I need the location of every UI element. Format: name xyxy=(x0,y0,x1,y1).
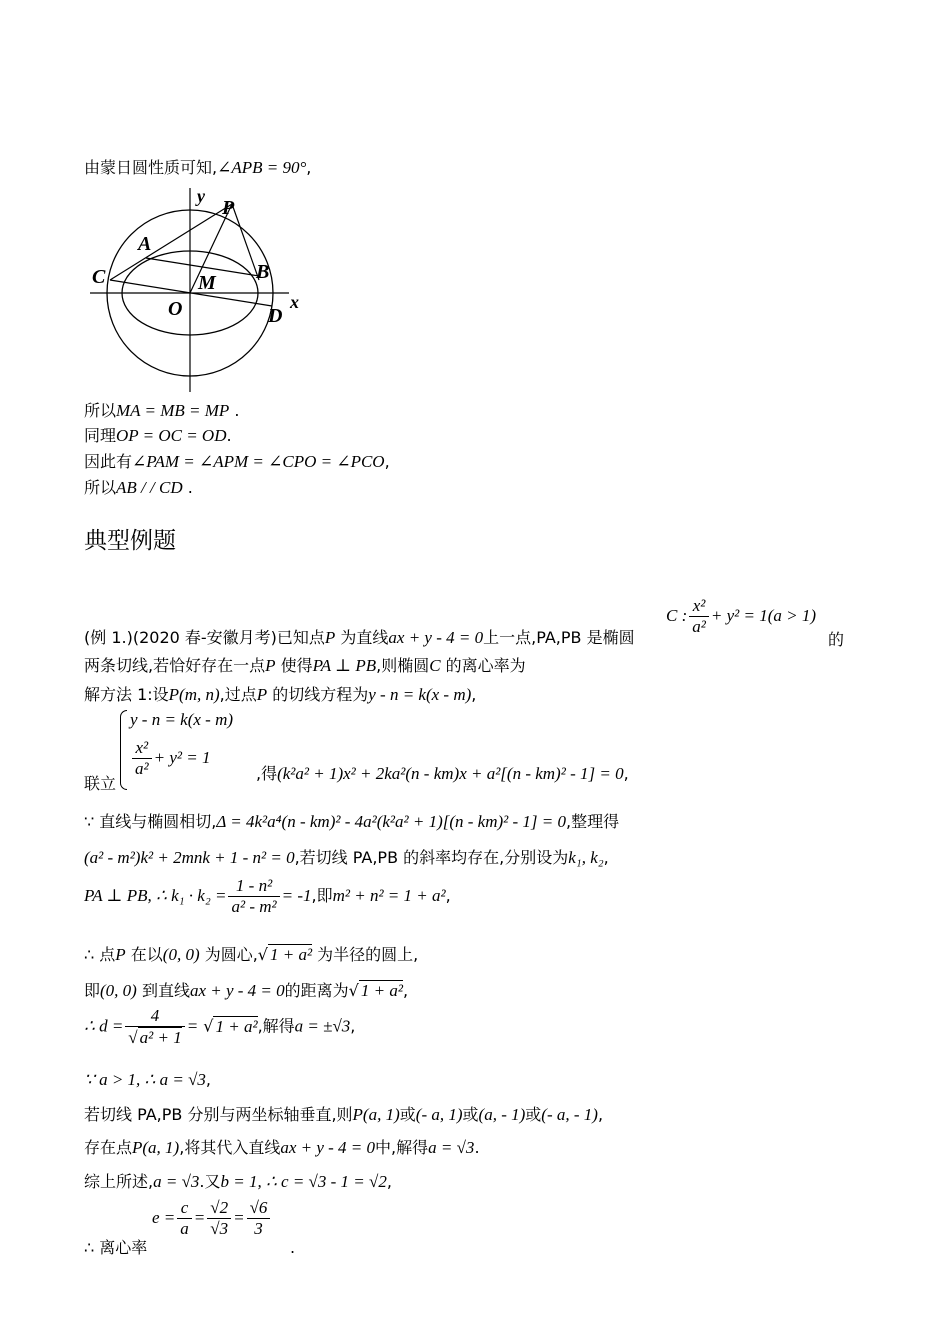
line-equation: ax + y - 4 = 0 xyxy=(280,1138,376,1157)
label-y: y xyxy=(197,186,205,206)
proof-punct: . xyxy=(226,426,232,445)
system-result: (k²a² + 1)x² + 2ka²(n - km)x + a²[(n - km)² - 1] = 0 xyxy=(277,764,624,783)
proof-text: 因此有 xyxy=(84,452,133,471)
sol-text: ,解得 xyxy=(257,1016,295,1036)
frac-num: √2 xyxy=(207,1198,231,1219)
example-text: 上一点,PA,PB 是椭圆 xyxy=(483,628,635,647)
sol-text: ,得 xyxy=(256,764,278,783)
proof-line-3 xyxy=(84,452,390,472)
line-equation: ax + y - 4 = 0 xyxy=(388,628,484,647)
sol-punct: , xyxy=(402,981,409,1000)
label-x: x xyxy=(290,292,299,312)
eccentricity-line xyxy=(84,1238,147,1258)
ecc-eq: = xyxy=(193,1208,206,1227)
proof-text: 所以 xyxy=(84,478,117,497)
proof-line-4 xyxy=(84,478,193,498)
line-equation: ax + y - 4 = 0 xyxy=(189,981,285,1000)
sol-text: 为半径的圆上, xyxy=(317,945,419,964)
label-m: M xyxy=(198,272,216,294)
d-eq: ∴ d = xyxy=(84,1016,124,1036)
summary-line xyxy=(84,1172,392,1192)
sol-punct: , xyxy=(603,848,609,867)
intro-punct: , xyxy=(306,158,312,177)
distance-line: 即(0, 0) 到直线ax + y - 4 = 0的距离为√ 1 + a², xyxy=(84,981,409,1000)
sol-text: 即 xyxy=(84,981,101,1000)
sol-text: 存在点 xyxy=(84,1138,133,1157)
sol-punct: , xyxy=(350,1016,356,1036)
section-title: 典型例题 xyxy=(84,528,176,554)
label-a: A xyxy=(138,233,152,255)
example-text: 的 xyxy=(828,630,845,649)
frac-num: c xyxy=(177,1198,192,1219)
frac-den: √3 xyxy=(210,1219,229,1238)
system-fraction xyxy=(132,738,152,779)
sol-text: 到直线 xyxy=(141,981,190,1000)
sol-text: ,整理得 xyxy=(566,812,620,831)
example-line-2 xyxy=(84,656,526,676)
slopes: k₁, k₂ xyxy=(568,848,604,867)
radius: 1 + a² xyxy=(215,1016,258,1036)
var-p: P xyxy=(115,945,126,964)
frac-den: 3 xyxy=(254,1219,263,1238)
proof-punct: , xyxy=(384,452,390,471)
proof-math: AB / / CD xyxy=(116,478,183,497)
perp-case-line xyxy=(84,1105,603,1125)
proof-math: MA = MB = MP xyxy=(116,401,230,420)
frac-num: 1 - n² xyxy=(228,876,279,897)
frac-num: √6 xyxy=(247,1198,271,1219)
point: P(a, 1) xyxy=(352,1105,400,1124)
a-result: a = √3 xyxy=(428,1138,475,1157)
var-p: P xyxy=(324,628,336,647)
example-line-1 xyxy=(84,628,635,648)
sol-text: ,过点 xyxy=(219,685,257,704)
sol-text: ,即 xyxy=(311,886,333,905)
proof-line-2 xyxy=(84,426,232,446)
sol-text: 综上所述, xyxy=(84,1172,154,1191)
perp-math: PA ⊥ PB xyxy=(312,656,377,675)
sol-text: 为圆心, xyxy=(204,945,258,964)
system-brace xyxy=(120,710,127,790)
a-result: ∵ a > 1, ∴ a = √3 xyxy=(84,1070,206,1089)
sol-text: ∴ 点 xyxy=(84,945,116,964)
label-c: C xyxy=(92,266,106,288)
sol-text: 或 xyxy=(462,1105,479,1124)
proof-text: 所以 xyxy=(84,401,117,420)
example-prefix: (例 1.)(2020 春-安徽月考)已知点 xyxy=(84,628,325,647)
d-eq: = xyxy=(186,1016,199,1036)
c-result: b = 1, ∴ c = √3 - 1 = √2 xyxy=(220,1172,387,1191)
example-text: 的离心率为 xyxy=(445,656,526,675)
a-solution: a = ±√3 xyxy=(294,1016,351,1036)
sol-text: ∴ 离心率 xyxy=(84,1238,148,1257)
sol-text: ∵ 直线与椭圆相切, xyxy=(84,812,217,831)
point: (a, - 1) xyxy=(478,1105,526,1124)
var-p: P xyxy=(256,685,268,704)
intro-text: 由蒙日圆性质可知, xyxy=(84,158,218,177)
sqrt-content: a² + 1 xyxy=(139,1028,182,1047)
frac-den: a² xyxy=(692,617,706,636)
example-end xyxy=(828,630,844,650)
sol-punct: , xyxy=(597,1105,604,1124)
ellipse-name: C : xyxy=(666,606,688,625)
quad-eq: (a² - m²)k² + 2mnk + 1 - n² = 0 xyxy=(84,848,295,867)
sol-text: .又 xyxy=(199,1172,221,1191)
origin: (0, 0) xyxy=(162,945,200,964)
a-result: a = √3 xyxy=(153,1172,200,1191)
d-fraction xyxy=(125,1006,184,1048)
delta-eq: Δ = 4k²a⁴(n - km)² - 4a²(k²a² + 1)[(n - km)² - 1] = 0 xyxy=(216,812,567,831)
example-text: 为直线 xyxy=(340,628,389,647)
point: P(a, 1) xyxy=(132,1138,180,1157)
proof-line-1 xyxy=(84,401,239,421)
tangent-line xyxy=(84,812,619,832)
tangent-eq: y - n = k(x - m) xyxy=(368,685,472,704)
monge-circle-figure xyxy=(84,180,314,400)
label-o: O xyxy=(168,298,183,320)
ecc-frac-2 xyxy=(207,1198,231,1239)
eccentricity-eq xyxy=(152,1198,272,1239)
ecc-frac-1 xyxy=(177,1198,192,1239)
proof-punct: . xyxy=(234,401,240,420)
system-eq: + y² = 1 xyxy=(153,748,211,767)
angle-apb-math: ∠APB = 90° xyxy=(217,158,307,177)
sol-punct: , xyxy=(386,1172,392,1191)
frac-num: x² xyxy=(132,738,152,759)
system-eq-2 xyxy=(130,738,210,779)
a-line xyxy=(84,1070,211,1090)
product-eq: = -1 xyxy=(281,886,312,905)
sol-text: 的距离为 xyxy=(284,981,349,1000)
ecc-eq: e = xyxy=(152,1208,176,1227)
sol-text: 或 xyxy=(525,1105,542,1124)
product-line xyxy=(84,876,451,917)
exist-line xyxy=(84,1138,480,1158)
sol-text: ,将其代入直线 xyxy=(179,1138,281,1157)
proof-text: 同理 xyxy=(84,426,117,445)
var-p: P xyxy=(265,656,276,675)
ecc-eq: = xyxy=(233,1208,245,1227)
intro-line xyxy=(84,158,311,178)
product-fraction xyxy=(228,876,279,917)
sol-text: 的切线方程为 xyxy=(272,685,369,704)
label-d: D xyxy=(268,305,283,327)
eccentricity-end xyxy=(290,1238,295,1258)
ellipse-rest: + y² = 1(a > 1) xyxy=(710,606,816,625)
system-eq-1 xyxy=(130,710,233,730)
frac-num: 4 xyxy=(125,1006,184,1027)
ellipse-fraction xyxy=(689,596,709,637)
proof-math: ∠PAM = ∠APM = ∠CPO = ∠PCO xyxy=(132,452,385,471)
sol-punct: . xyxy=(290,1238,296,1257)
product-result: m² + n² = 1 + a² xyxy=(332,886,446,905)
sol-text: 或 xyxy=(399,1105,416,1124)
sol-line-1 xyxy=(84,685,476,705)
example-text: 两条切线,若恰好存在一点 xyxy=(84,656,266,675)
sol-text: 在以 xyxy=(130,945,163,964)
system-result-line xyxy=(256,764,629,784)
circle-line: ∴ 点P 在以(0, 0) 为圆心,√ 1 + a² 为半径的圆上, xyxy=(84,945,419,964)
radius: 1 + a² xyxy=(360,981,403,1000)
radius: 1 + a² xyxy=(270,945,313,964)
d-line: ∴ d = $\frac{4}{\text{√ a² + 1}}$ = √ 1 + a²,解得a = ±√3, xyxy=(84,1006,356,1047)
system-eq: y - n = k(x - m) xyxy=(130,710,234,729)
label-p: P xyxy=(222,197,235,219)
frac-den: a² - m² xyxy=(231,897,277,916)
frac-den: a² xyxy=(135,759,149,778)
frac-num: x² xyxy=(689,596,709,617)
sol-punct: , xyxy=(445,886,451,905)
sol-text: 中,解得 xyxy=(375,1138,429,1157)
proof-math: OP = OC = OD xyxy=(116,426,227,445)
sol-punct: . xyxy=(474,1138,480,1157)
product-eq: PA ⊥ PB, ∴ k₁ · k₂ = xyxy=(84,886,227,905)
sol-punct: , xyxy=(205,1070,211,1089)
sol-text: ,若切线 PA,PB 的斜率均存在,分别设为 xyxy=(294,848,569,867)
system-line xyxy=(84,774,116,794)
point-pmn: P(m, n) xyxy=(168,685,220,704)
example-text: ,则椭圆 xyxy=(376,656,430,675)
ecc-frac-3 xyxy=(247,1198,271,1239)
point: (- a, - 1) xyxy=(541,1105,598,1124)
origin: (0, 0) xyxy=(100,981,137,1000)
ellipse-equation xyxy=(666,596,816,637)
quad-line xyxy=(84,848,609,868)
frac-den: √ a² + 1 xyxy=(128,1028,182,1047)
sol-text: 若切线 PA,PB 分别与两坐标轴垂直,则 xyxy=(84,1105,353,1124)
sol-punct: , xyxy=(471,685,477,704)
sol-text: 解方法 1:设 xyxy=(84,685,169,704)
label-b: B xyxy=(256,261,270,283)
var-c: C xyxy=(429,656,441,675)
point: (- a, 1) xyxy=(415,1105,463,1124)
sol-punct: , xyxy=(623,764,629,783)
sol-text: 联立 xyxy=(84,774,117,793)
example-text: 使得 xyxy=(280,656,313,675)
frac-den: a xyxy=(180,1219,189,1238)
proof-punct: . xyxy=(187,478,193,497)
